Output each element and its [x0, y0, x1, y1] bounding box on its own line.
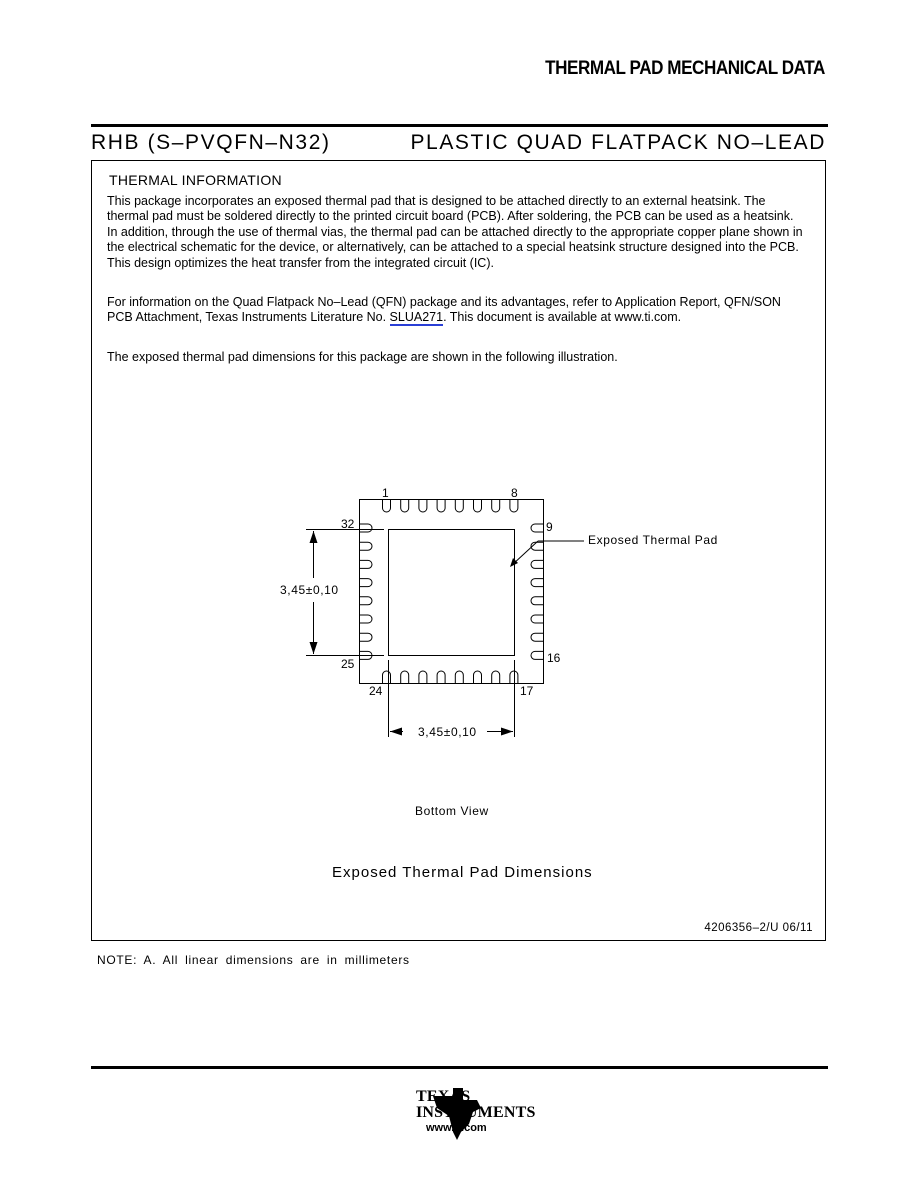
- pin-right: [531, 615, 543, 623]
- pin-label-25: 25: [341, 657, 355, 671]
- right-pins: [531, 524, 543, 659]
- pin-top: [474, 500, 482, 512]
- pin-left: [360, 597, 372, 605]
- pin-top: [492, 500, 500, 512]
- pin-left: [360, 579, 372, 587]
- pin-label-8: 8: [511, 486, 518, 500]
- pin-right: [531, 633, 543, 641]
- pin-label-9: 9: [546, 520, 553, 534]
- pin-bottom: [437, 671, 445, 683]
- arrow-down-icon: [310, 642, 318, 654]
- view-label: Bottom View: [415, 804, 489, 818]
- dim-label-vertical: 3,45±0,10: [280, 583, 339, 597]
- pin-bottom: [510, 671, 518, 683]
- pin-right: [531, 560, 543, 568]
- section-title: THERMAL INFORMATION: [109, 172, 282, 188]
- literature-link[interactable]: SLUA271: [389, 310, 444, 325]
- pin-bottom: [492, 671, 500, 683]
- pin-top: [437, 500, 445, 512]
- bottom-pins: [383, 671, 518, 683]
- pin-left: [360, 542, 372, 550]
- pin-left: [360, 560, 372, 568]
- thermal-paragraph-1: This package incorporates an exposed thermal pad that is designed to be attached directly to an external heatsink. The thermal pad must be soldered directly to the printed circuit board (PCB). After soldering, the PCB can be used as a heatsink. In addition, through the use of thermal vias, the thermal pad can be attached directly to the appropriate copper plane shown in the electrical schematic for the device, or alternatively, can be attached to a special heatsink structure designed into the PCB. This design optimizes the heat transfer from the integrated circuit (IC).: [107, 194, 803, 270]
- pin-bottom: [474, 671, 482, 683]
- top-pins: [383, 500, 518, 512]
- pin-left: [360, 615, 372, 623]
- pin-label-32: 32: [341, 517, 355, 531]
- pin-left: [360, 524, 372, 532]
- pin-label-1: 1: [382, 486, 389, 500]
- pad-callout-label: Exposed Thermal Pad: [588, 533, 718, 547]
- pin-top: [510, 500, 518, 512]
- package-code: RHB (S–PVQFN–N32): [91, 131, 331, 154]
- page-title: THERMAL PAD MECHANICAL DATA: [545, 58, 825, 79]
- pin-right: [531, 597, 543, 605]
- arrow-right-icon: [501, 728, 513, 736]
- package-name: PLASTIC QUAD FLATPACK NO–LEAD: [410, 131, 826, 154]
- pin-bottom: [455, 671, 463, 683]
- note-text: NOTE: A. All linear dimensions are in millimeters: [97, 953, 410, 967]
- para2-text-after: . This document is available at www.ti.com.: [443, 310, 682, 325]
- ti-brand-line-2: INSTRUMENTS: [416, 1104, 536, 1121]
- bottom-rule: [91, 1066, 828, 1069]
- pin-right: [531, 579, 543, 587]
- drawing-caption: Exposed Thermal Pad Dimensions: [332, 864, 593, 881]
- ti-brand-line-1: TEXAS: [416, 1088, 471, 1105]
- pin-top: [383, 500, 391, 512]
- pin-top: [419, 500, 427, 512]
- arrow-left-icon: [390, 728, 402, 736]
- pin-label-24: 24: [369, 684, 383, 698]
- pin-top: [401, 500, 409, 512]
- dim-label-horizontal: 3,45±0,10: [418, 725, 477, 739]
- pin-left: [360, 633, 372, 641]
- para2-text-before: For information on the Quad Flatpack No–Lead (QFN) package and its advantages, refer to Application Report, QFN/SON PCB Attachment, Texas Instruments Literature No.: [107, 295, 781, 325]
- pin-right: [531, 651, 543, 659]
- thermal-paragraph-3: The exposed thermal pad dimensions for this package are shown in the following illustration.: [107, 350, 618, 364]
- pin-top: [455, 500, 463, 512]
- left-pins: [360, 524, 372, 659]
- document-number: 4206356–2/U 06/11: [704, 922, 813, 934]
- pin-bottom: [383, 671, 391, 683]
- arrow-up-icon: [310, 531, 318, 543]
- footer-url: www.ti.com: [426, 1122, 487, 1134]
- pin-bottom: [419, 671, 427, 683]
- pin-label-17: 17: [520, 684, 534, 698]
- pin-label-16: 16: [547, 651, 561, 665]
- pin-right: [531, 524, 543, 532]
- thermal-pad: [389, 530, 515, 656]
- pin-bottom: [401, 671, 409, 683]
